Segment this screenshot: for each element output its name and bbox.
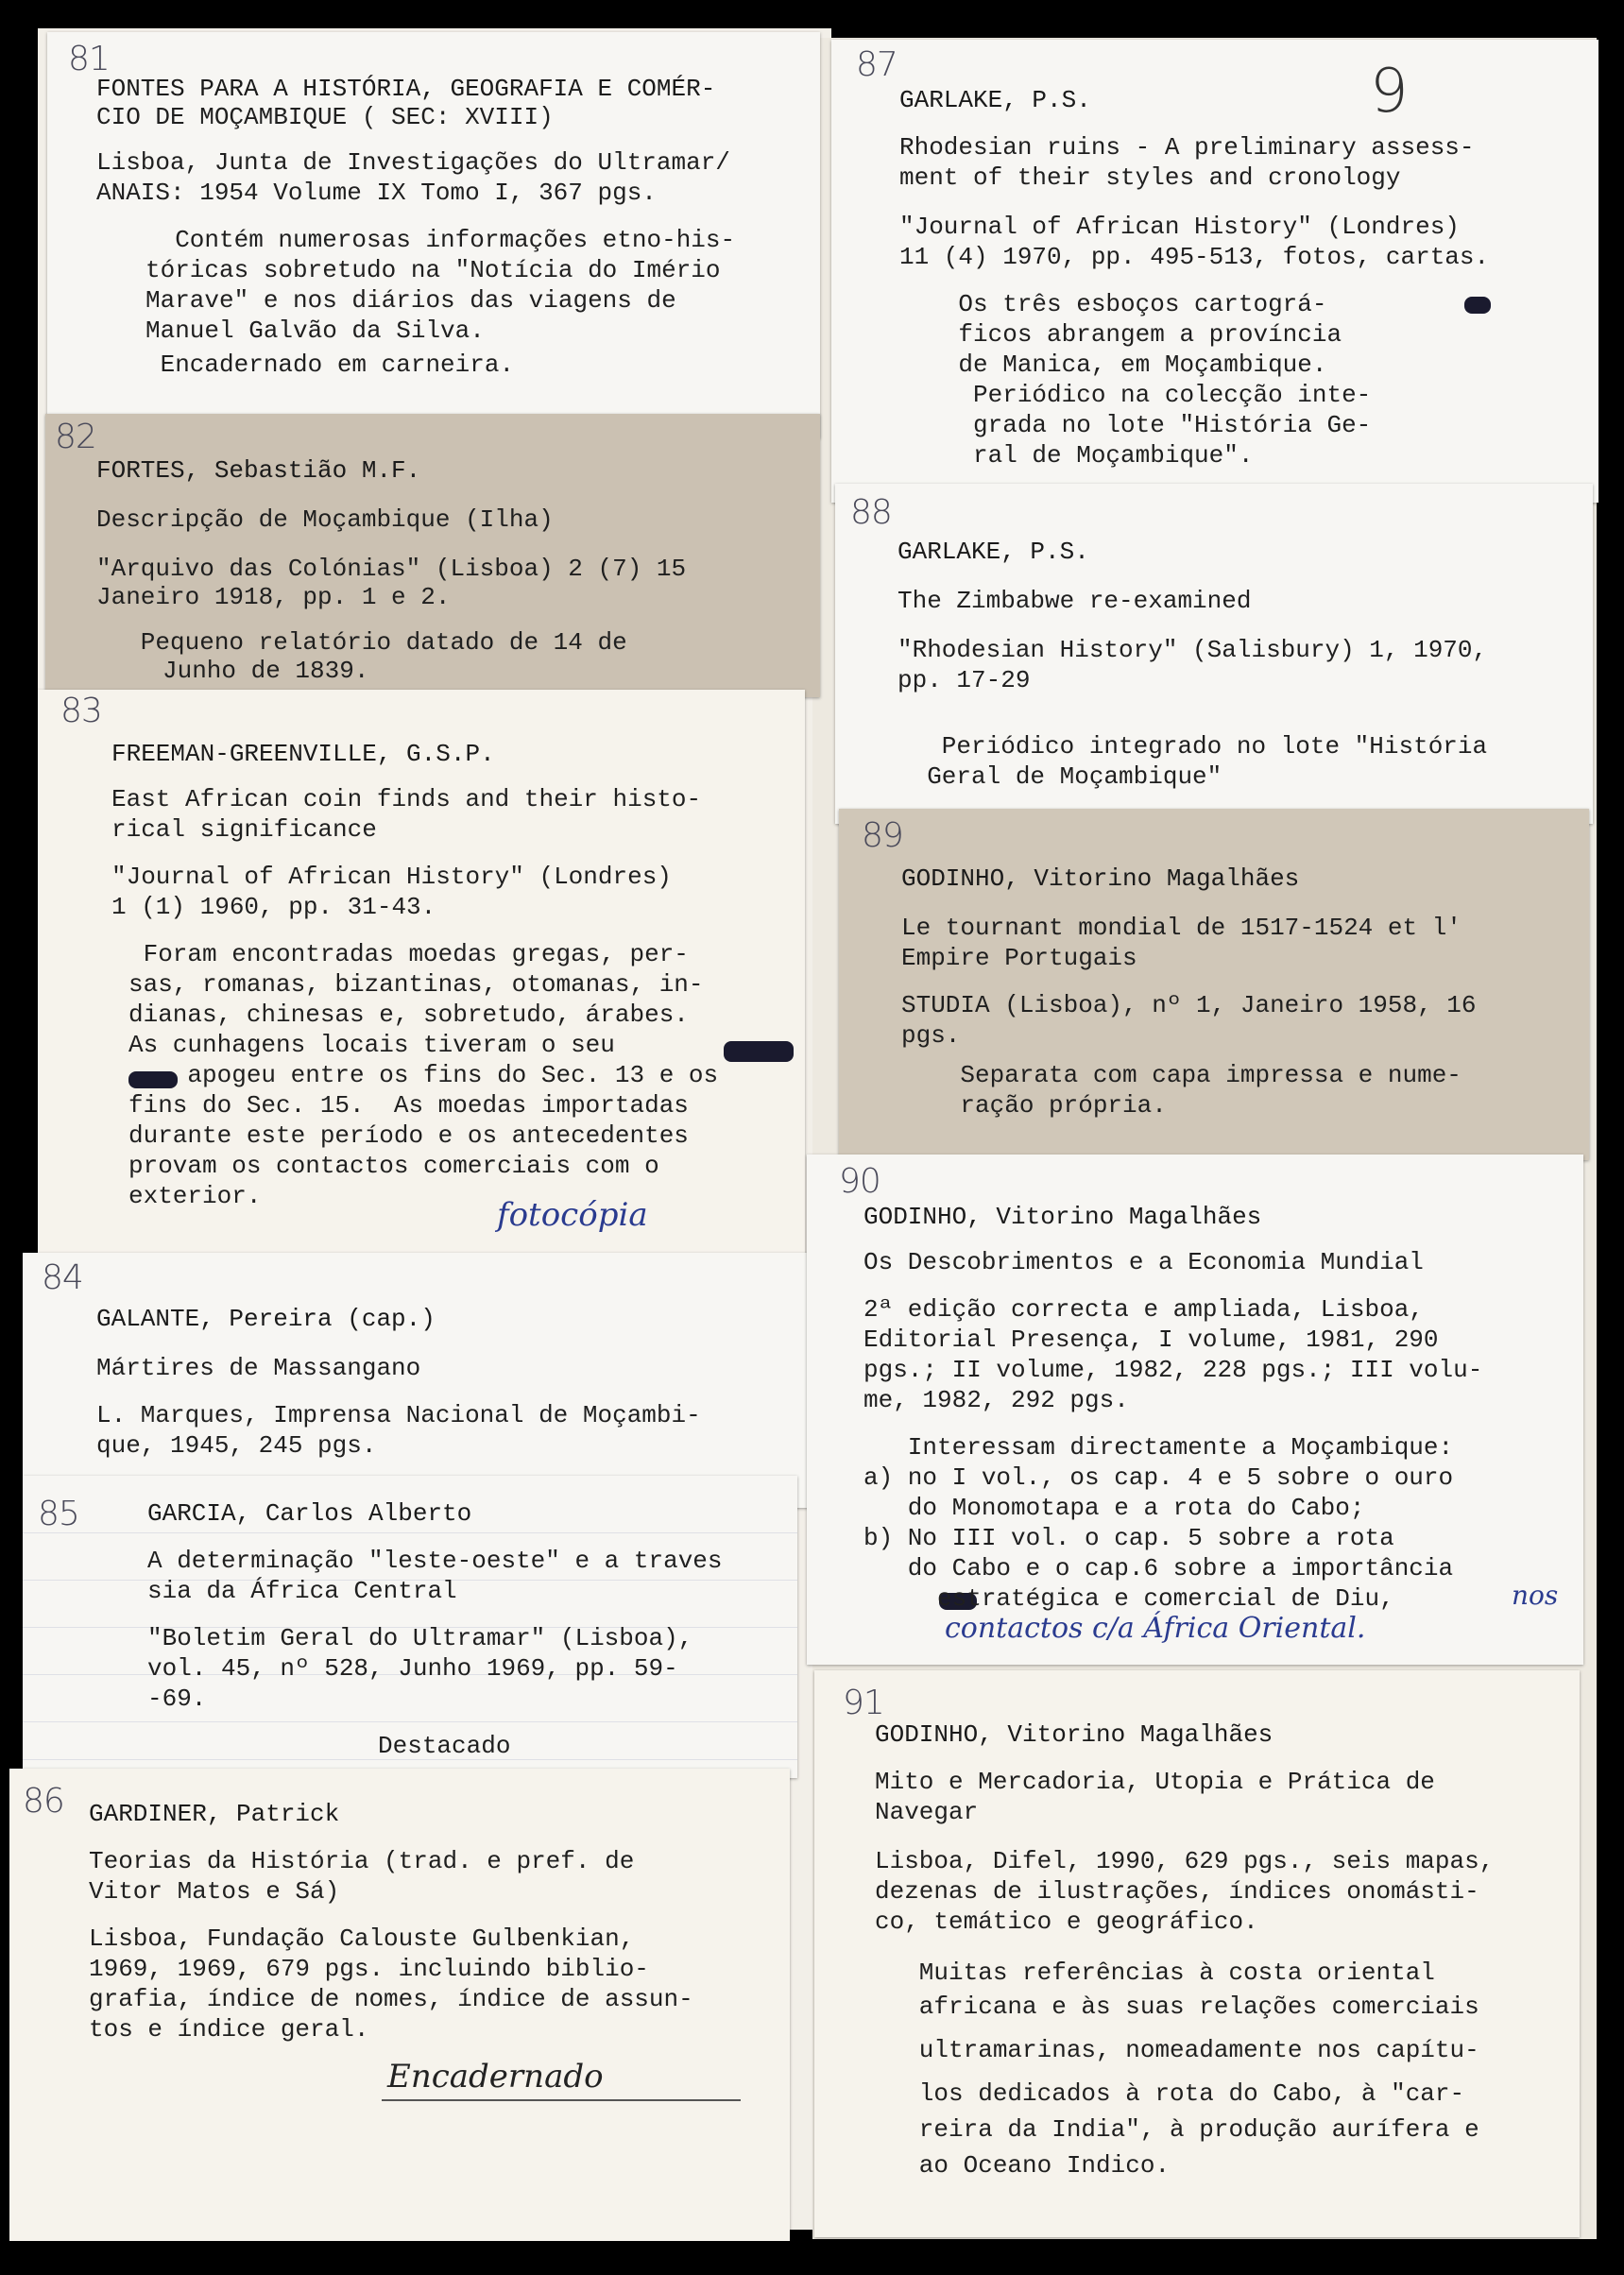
card-title: GARLAKE, P.S. (897, 538, 1089, 566)
card-line: "Journal of African History" (Londres) (899, 213, 1460, 241)
card-line: STUDIA (Lisboa), nº 1, Janeiro 1958, 16 (901, 991, 1477, 1019)
card-line: 2ª edição correcta e ampliada, Lisboa, (863, 1295, 1424, 1324)
card-line: 1 (1) 1960, pp. 31-43. (111, 893, 436, 921)
card-line: dezenas de ilustrações, índices onomásti- (875, 1877, 1479, 1906)
card-title: GALANTE, Pereira (cap.) (96, 1305, 436, 1333)
card-89 (839, 809, 1589, 1160)
card-line: A determinação "leste-oeste" e a traves (147, 1547, 723, 1575)
card-line: "Journal of African History" (Londres) (111, 863, 672, 891)
card-number: 86 (23, 1782, 64, 1821)
card-line: Geral de Moçambique" (897, 762, 1222, 791)
card-line: pgs. (901, 1021, 961, 1050)
card-line: Empire Portugais (901, 944, 1137, 972)
handwritten-note: nos (1512, 1580, 1559, 1611)
card-number: 84 (42, 1258, 83, 1297)
card-line: pp. 17-29 (897, 666, 1031, 694)
card-line: "Rhodesian History" (Salisbury) 1, 1970, (897, 636, 1488, 664)
card-line: Lisboa, Fundação Calouste Gulbenkian, (89, 1924, 635, 1953)
card-line: Mito e Mercadoria, Utopia e Prática de (875, 1768, 1435, 1796)
card-line: do Cabo e o cap.6 sobre a importância (863, 1554, 1454, 1582)
card-title: GODINHO, Vitorino Magalhães (875, 1720, 1274, 1749)
card-line: Janeiro 1918, pp. 1 e 2. (96, 583, 451, 611)
card-line: los dedicados à rota do Cabo, à "car- (875, 2079, 1465, 2108)
card-line: Teorias da História (trad. e pref. de (89, 1847, 635, 1875)
card-number: 89 (862, 816, 903, 855)
card-line: a) no I vol., os cap. 4 e 5 sobre o ouro (863, 1463, 1454, 1492)
card-number: 87 (856, 45, 897, 84)
card-line: me, 1982, 292 pgs. (863, 1386, 1129, 1414)
card-line: exterior. (128, 1182, 262, 1210)
card-line: Manuel Galvão da Silva. (145, 316, 485, 345)
card-line: co, temático e geográfico. (875, 1907, 1258, 1936)
card-line: tóricas sobretudo na "Notícia do Imério (145, 256, 721, 284)
card-line: ment of their styles and cronology (899, 163, 1401, 192)
card-line: ANAIS: 1954 Volume IX Tomo I, 367 pgs. (96, 179, 657, 207)
card-line: As cunhagens locais tiveram o seu (128, 1031, 615, 1059)
card-line: Os Descobrimentos e a Economia Mundial (863, 1248, 1424, 1276)
card-number: 85 (38, 1495, 79, 1533)
card-line: -69. (147, 1685, 207, 1713)
card-number: 83 (60, 692, 102, 730)
card-line: Descripção de Moçambique (Ilha) (96, 505, 554, 534)
card-line: Foram encontradas moedas gregas, per- (128, 940, 689, 968)
card-line: Encadernado em carneira. (145, 351, 515, 379)
card-88 (835, 484, 1593, 824)
card-line: pgs.; II volume, 1982, 228 pgs.; III volu- (863, 1356, 1483, 1384)
card-line: Marave" e nos diários das viagens de (145, 286, 676, 315)
card-line: do Monomotapa e a rota do Cabo; (863, 1494, 1365, 1522)
card-number: 90 (839, 1162, 880, 1201)
card-line: Lisboa, Difel, 1990, 629 pgs., seis mapas, (875, 1847, 1495, 1875)
card-line: Muitas referências à costa oriental (875, 1959, 1435, 1987)
card-line: Interessam directamente a Moçambique: (863, 1433, 1454, 1462)
card-title: GARDINER, Patrick (89, 1800, 340, 1828)
card-81 (47, 32, 820, 438)
card-line: ultramarinas, nomeadamente nos capítu- (875, 2036, 1479, 2064)
card-line: estratégica e comercial de Diu, (863, 1584, 1394, 1613)
card-line: East African coin finds and their histo- (111, 785, 702, 813)
card-line: apogeu entre os fins do Sec. 13 e os (128, 1061, 719, 1089)
card-line: tos e índice geral. (89, 2015, 369, 2044)
card-line: Navegar (875, 1798, 979, 1826)
card-line: Os três esboços cartográ- (899, 290, 1327, 318)
card-84 (23, 1253, 809, 1508)
card-line: de Manica, em Moçambique. (899, 351, 1327, 379)
card-line: que, 1945, 245 pgs. (96, 1431, 377, 1460)
card-line: vol. 45, nº 528, Junho 1969, pp. 59- (147, 1654, 678, 1683)
card-line: africana e às suas relações comerciais (875, 1993, 1479, 2021)
card-line: reira da India", à produção aurífera e (875, 2115, 1479, 2144)
card-line: Rhodesian ruins - A preliminary assess- (899, 133, 1475, 162)
card-line: provam os contactos comerciais com o (128, 1152, 659, 1180)
card-number: 88 (850, 493, 892, 532)
card-line: Vitor Matos e Sá) (89, 1877, 340, 1906)
card-title: GARLAKE, P.S. (899, 86, 1091, 114)
card-title: FORTES, Sebastião M.F. (96, 456, 421, 485)
ink-blot (1464, 297, 1491, 314)
card-line: Destacado (231, 1732, 511, 1760)
card-line: "Boletim Geral do Ultramar" (Lisboa), (147, 1624, 693, 1652)
card-line: Junho de 1839. (162, 657, 369, 685)
card-86 (9, 1769, 790, 2241)
card-87 (831, 40, 1598, 503)
card-line: Mártires de Massangano (96, 1354, 421, 1382)
card-line: sia da África Central (147, 1577, 457, 1605)
card-line: Pequeno relatório datado de 14 de (96, 628, 627, 657)
card-90 (807, 1155, 1583, 1665)
card-title: FONTES PARA A HISTÓRIA, GEOGRAFIA E COMÉR- (96, 75, 716, 103)
card-line: ral de Moçambique". (899, 441, 1254, 470)
card-line: L. Marques, Imprensa Nacional de Moçambi- (96, 1401, 701, 1429)
card-title: GODINHO, Vitorino Magalhães (901, 864, 1300, 893)
card-line: The Zimbabwe re-examined (897, 587, 1252, 615)
card-title: GODINHO, Vitorino Magalhães (863, 1203, 1262, 1231)
card-line: durante este período e os antecedentes (128, 1121, 689, 1150)
card-line: grafia, índice de nomes, índice de assun- (89, 1985, 693, 2013)
card-line: rical significance (111, 815, 377, 844)
handwritten-note: Encadernado (387, 2058, 604, 2095)
card-line: Editorial Presença, I volume, 1981, 290 (863, 1326, 1439, 1354)
card-title: GARCIA, Carlos Alberto (147, 1499, 472, 1528)
card-line: dianas, chinesas e, sobretudo, árabes. (128, 1001, 689, 1029)
card-line: CIO DE MOÇAMBIQUE ( SEC: XVIII) (96, 103, 554, 131)
card-line: fins do Sec. 15. As moedas importadas (128, 1091, 689, 1120)
card-title: FREEMAN-GREENVILLE, G.S.P. (111, 740, 495, 768)
card-line: "Arquivo das Colónias" (Lisboa) 2 (7) 15 (96, 555, 687, 583)
card-83 (38, 690, 805, 1257)
card-line: Contém numerosas informações etno-his- (145, 226, 736, 254)
card-number: 82 (55, 418, 96, 456)
card-85 (23, 1476, 797, 1778)
card-82 (45, 414, 820, 697)
corner-mark: 9 (1370, 57, 1409, 127)
card-line: 1969, 1969, 679 pgs. incluindo biblio- (89, 1955, 649, 1983)
card-line: ração própria. (901, 1091, 1167, 1120)
ink-blot (724, 1041, 794, 1062)
card-line: ao Oceano Indico. (875, 2151, 1171, 2180)
card-line: Periódico integrado no lote "História (897, 732, 1488, 761)
card-91 (814, 1670, 1580, 2237)
handwritten-note: fotocópia (497, 1196, 648, 1234)
card-line: Separata com capa impressa e nume- (901, 1061, 1462, 1089)
card-line: ficos abrangem a província (899, 320, 1342, 349)
card-line: b) No III vol. o cap. 5 sobre a rota (863, 1524, 1394, 1552)
card-line: 11 (4) 1970, pp. 495-513, fotos, cartas. (899, 243, 1490, 271)
card-number: 81 (68, 40, 110, 78)
card-number: 91 (843, 1684, 884, 1722)
handwritten-note: contactos c/a África Oriental. (945, 1612, 1366, 1645)
card-line: Lisboa, Junta de Investigações do Ultramar/ (96, 148, 730, 177)
card-line: Periódico na colecção inte- (899, 381, 1372, 409)
card-line: Le tournant mondial de 1517-1524 et l' (901, 914, 1462, 942)
card-line: grada no lote "História Ge- (899, 411, 1372, 439)
card-line: sas, romanas, bizantinas, otomanas, in- (128, 970, 704, 999)
underline-rule (382, 2099, 741, 2101)
